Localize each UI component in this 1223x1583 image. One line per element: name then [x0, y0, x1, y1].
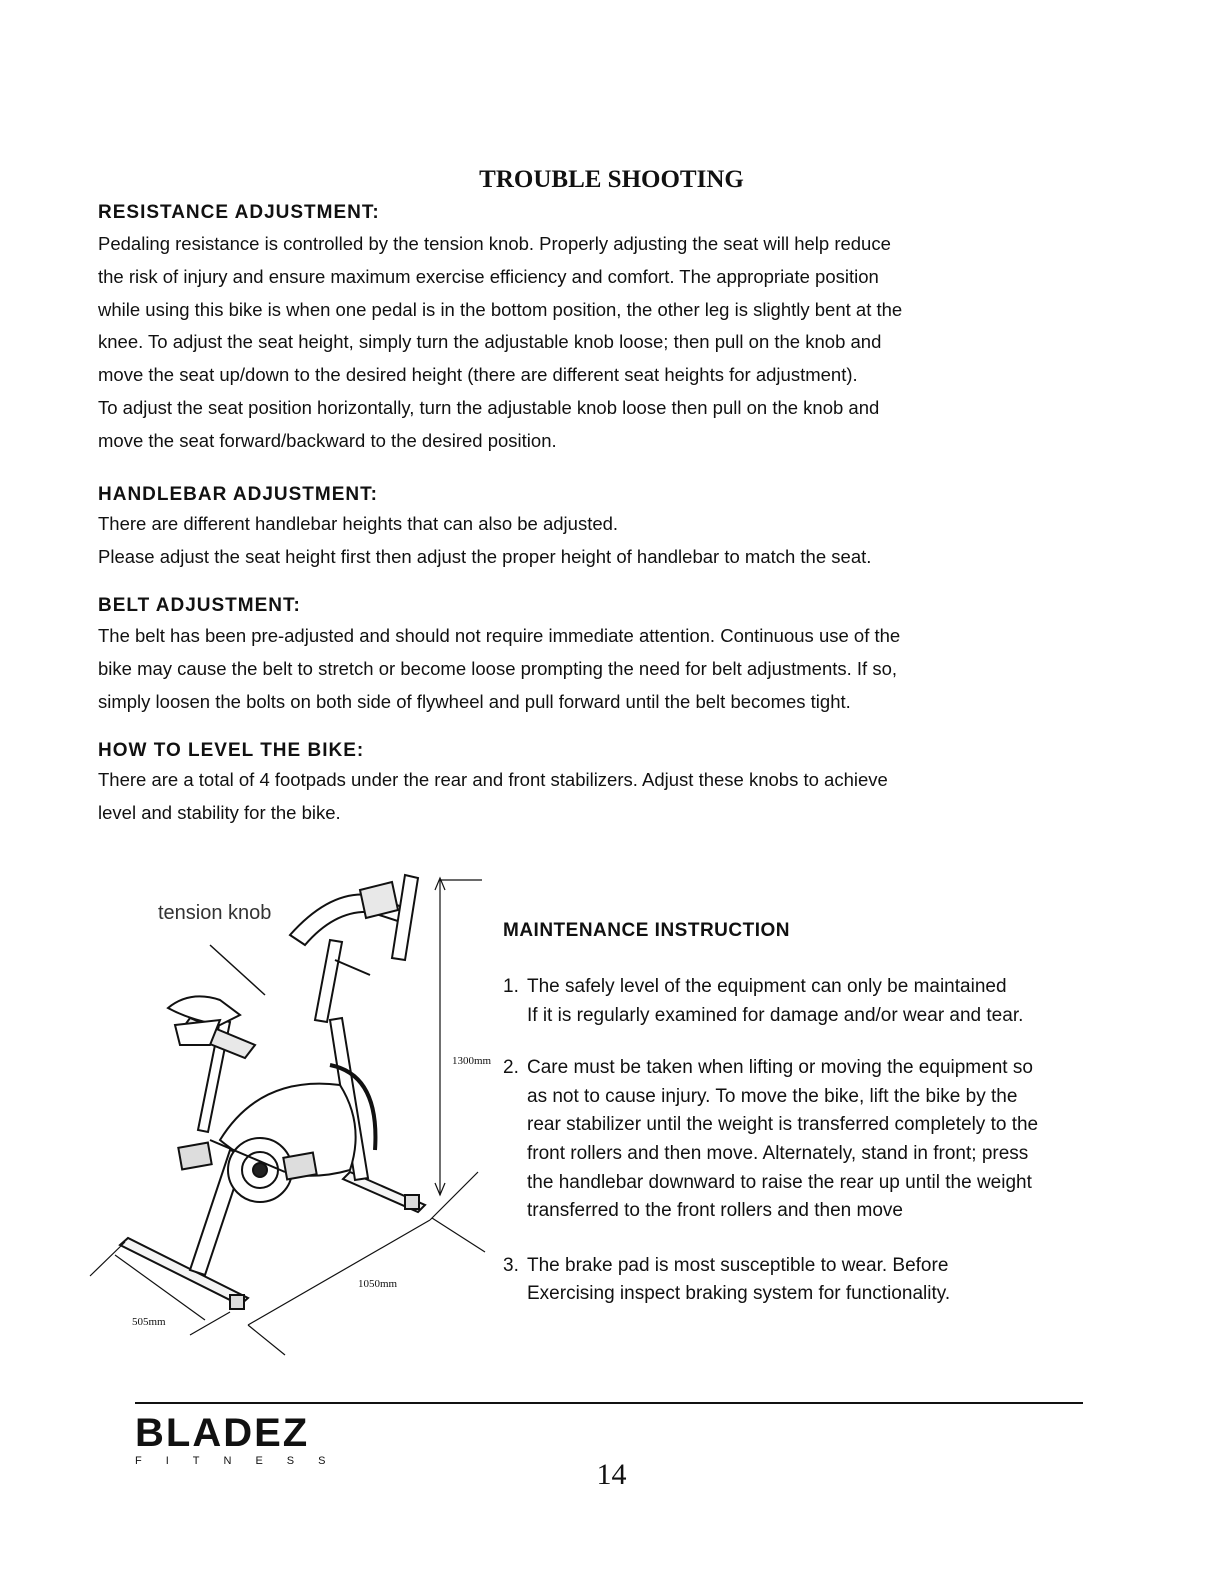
text-line: the handlebar downward to raise the rear up until the weight: [527, 1171, 1032, 1193]
text-line: front rollers and then move. Alternately, stand in front; press: [527, 1142, 1029, 1164]
handlebar-heading: HANDLEBAR ADJUSTMENT:: [98, 484, 378, 505]
text-line: move the seat up/down to the desired height (there are different seat heights for adjustment).: [98, 364, 858, 386]
page-title: TROUBLE SHOOTING: [479, 166, 744, 193]
handlebar-paragraph: [98, 508, 1098, 574]
text-line: Please adjust the seat height first then adjust the proper height of handlebar to match the seat.: [98, 545, 872, 567]
level-heading: HOW TO LEVEL THE BIKE:: [98, 740, 365, 761]
height-dimension-label: 1300mm: [452, 1055, 492, 1067]
brand-name: BLADEZ: [135, 1411, 310, 1455]
text-line: If it is regularly examined for damage and/or wear and tear.: [527, 1004, 1024, 1026]
resistance-paragraph: [98, 228, 1098, 458]
item-number: 1.: [503, 976, 519, 997]
text-line: transferred to the front rollers and then move: [527, 1200, 903, 1222]
maintenance-heading: MAINTENANCE INSTRUCTION: [503, 920, 790, 941]
text-line: as not to cause injury. To move the bike, lift the bike by the: [527, 1085, 1018, 1107]
list-item: [503, 973, 1123, 1030]
bike-illustration: [80, 850, 500, 1370]
text-line: move the seat forward/backward to the desired position.: [98, 429, 557, 451]
text-line: while using this bike is when one pedal is in the bottom position, the other leg is slightly bent at the: [98, 298, 903, 320]
list-item: [503, 1054, 1123, 1226]
footer-divider: [135, 1402, 1083, 1404]
text-line: rear stabilizer until the weight is transferred completely to the: [527, 1114, 1039, 1136]
item-number: 3.: [503, 1254, 519, 1276]
text-line: the risk of injury and ensure maximum exercise efficiency and comfort. The appropriate position: [98, 265, 879, 287]
text-line: There are different handlebar heights that can also be adjusted.: [98, 513, 619, 534]
level-paragraph: [98, 764, 1098, 830]
text-line: The brake pad is most susceptible to wear. Before: [527, 1254, 949, 1276]
belt-paragraph: [98, 620, 1098, 718]
text-line: simply loosen the bolts on both side of flywheel and pull forward until the belt becomes tight.: [98, 690, 851, 712]
brand-subtitle: FITNESS: [135, 1455, 350, 1467]
text-line: Care must be taken when lifting or moving the equipment so: [527, 1057, 1033, 1079]
belt-heading: BELT ADJUSTMENT:: [98, 595, 301, 616]
text-line: There are a total of 4 footpads under the rear and front stabilizers. Adjust these knobs to achieve: [98, 769, 888, 790]
tension-knob-label: tension knob: [158, 902, 272, 924]
resistance-heading: RESISTANCE ADJUSTMENT:: [98, 202, 380, 223]
text-line: Exercising inspect braking system for functionality.: [527, 1283, 951, 1305]
text-line: The safely level of the equipment can only be maintained: [527, 976, 1007, 997]
maintenance-list: [503, 973, 1123, 1309]
page-number: 14: [596, 1458, 627, 1491]
width-dimension-label: 505mm: [132, 1316, 166, 1328]
list-item: [503, 1252, 1123, 1309]
text-line: bike may cause the belt to stretch or become loose prompting the need for belt adjustments. If so,: [98, 657, 898, 679]
length-dimension-label: 1050mm: [358, 1278, 398, 1290]
item-number: 2.: [503, 1057, 519, 1079]
text-line: knee. To adjust the seat height, simply turn the adjustable knob loose; then pull on the knob and: [98, 331, 882, 353]
text-line: level and stability for the bike.: [98, 801, 341, 823]
text-line: Pedaling resistance is controlled by the tension knob. Properly adjusting the seat will help reduce: [98, 233, 891, 254]
bike-figure: [80, 850, 500, 1370]
text-line: To adjust the seat position horizontally, turn the adjustable knob loose then pull on the knob and: [98, 396, 880, 418]
text-line: The belt has been pre-adjusted and should not require immediate attention. Continuous use of the: [98, 625, 901, 646]
